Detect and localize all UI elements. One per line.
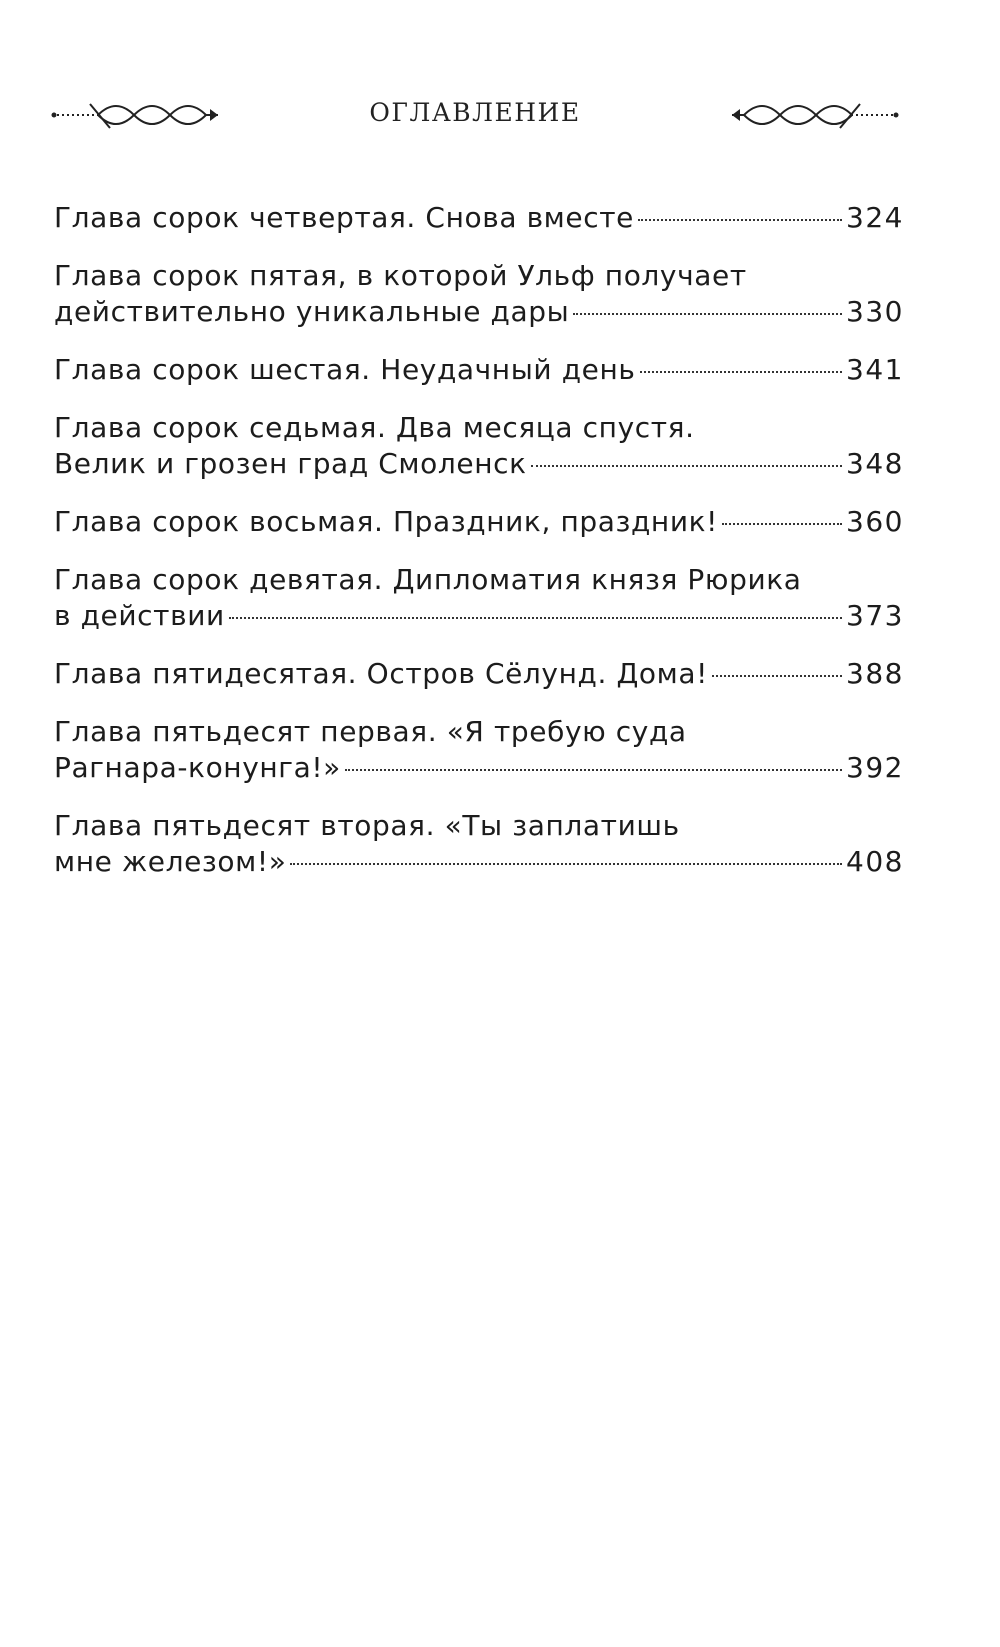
toc-entry-page: 324 <box>846 201 904 234</box>
dot-leader <box>573 313 842 315</box>
toc-entry-title-line2: в действии <box>54 599 225 632</box>
dot-leader <box>722 523 842 525</box>
toc-entry-last-line <box>54 844 904 880</box>
toc-entry-last-line <box>54 656 904 692</box>
toc-entry <box>54 714 904 786</box>
toc-header <box>50 92 900 132</box>
table-of-contents <box>54 200 904 902</box>
toc-entry-title-line1: Глава пятьдесят первая. «Я требую суда <box>54 715 687 748</box>
toc-entry <box>54 352 904 388</box>
toc-entry <box>54 808 904 880</box>
dot-leader <box>640 371 843 373</box>
toc-entry-page: 341 <box>846 353 904 386</box>
dot-leader <box>712 675 842 677</box>
toc-entry-title: Глава сорок шестая. Неудачный день <box>54 353 636 386</box>
toc-entry-title-line1: Глава сорок пятая, в которой Ульф получает <box>54 259 747 292</box>
toc-entry <box>54 258 904 330</box>
toc-entry <box>54 504 904 540</box>
toc-entry-title-line2: мне железом!» <box>54 845 287 878</box>
toc-entry-title-line2: Рагнара-конунга!» <box>54 751 341 784</box>
toc-entry-title: Глава сорок четвертая. Снова вместе <box>54 201 634 234</box>
toc-entry-title: Глава сорок восьмая. Праздник, праздник! <box>54 505 718 538</box>
toc-entry-last-line <box>54 750 904 786</box>
toc-entry-page: 360 <box>846 505 904 538</box>
toc-entry-last-line <box>54 352 904 388</box>
toc-entry-page: 348 <box>846 447 904 480</box>
toc-entry-last-line <box>54 446 904 482</box>
toc-entry-title-line2: Велик и грозен град Смоленск <box>54 447 527 480</box>
toc-entry-title-line1: Глава сорок седьмая. Два месяца спустя. <box>54 411 695 444</box>
toc-entry-page: 408 <box>846 845 904 878</box>
dot-leader <box>638 219 842 221</box>
toc-entry-title-line1: Глава пятьдесят вторая. «Ты заплатишь <box>54 809 680 842</box>
toc-entry-page: 388 <box>846 657 904 690</box>
dot-leader <box>345 769 842 771</box>
toc-entry-last-line <box>54 598 904 634</box>
toc-entry <box>54 656 904 692</box>
toc-entry-page: 330 <box>846 295 904 328</box>
toc-entry-page: 392 <box>846 751 904 784</box>
toc-entry-last-line <box>54 294 904 330</box>
toc-entry-page: 373 <box>846 599 904 632</box>
toc-entry <box>54 562 904 634</box>
toc-entry-title-line2: действительно уникальные дары <box>54 295 570 328</box>
toc-entry-title: Глава пятидесятая. Остров Сёлунд. Дома! <box>54 657 708 690</box>
toc-entry <box>54 200 904 236</box>
toc-entry-title-line1: Глава сорок девятая. Дипломатия князя Рюрика <box>54 563 802 596</box>
toc-entry-last-line <box>54 504 904 540</box>
dot-leader <box>229 617 842 619</box>
dot-leader <box>531 465 842 467</box>
page-title: ОГЛАВЛЕНИЕ <box>369 98 581 127</box>
dot-leader <box>290 863 842 865</box>
toc-entry <box>54 410 904 482</box>
toc-entry-last-line <box>54 200 904 236</box>
right-ornament-icon <box>730 100 900 130</box>
